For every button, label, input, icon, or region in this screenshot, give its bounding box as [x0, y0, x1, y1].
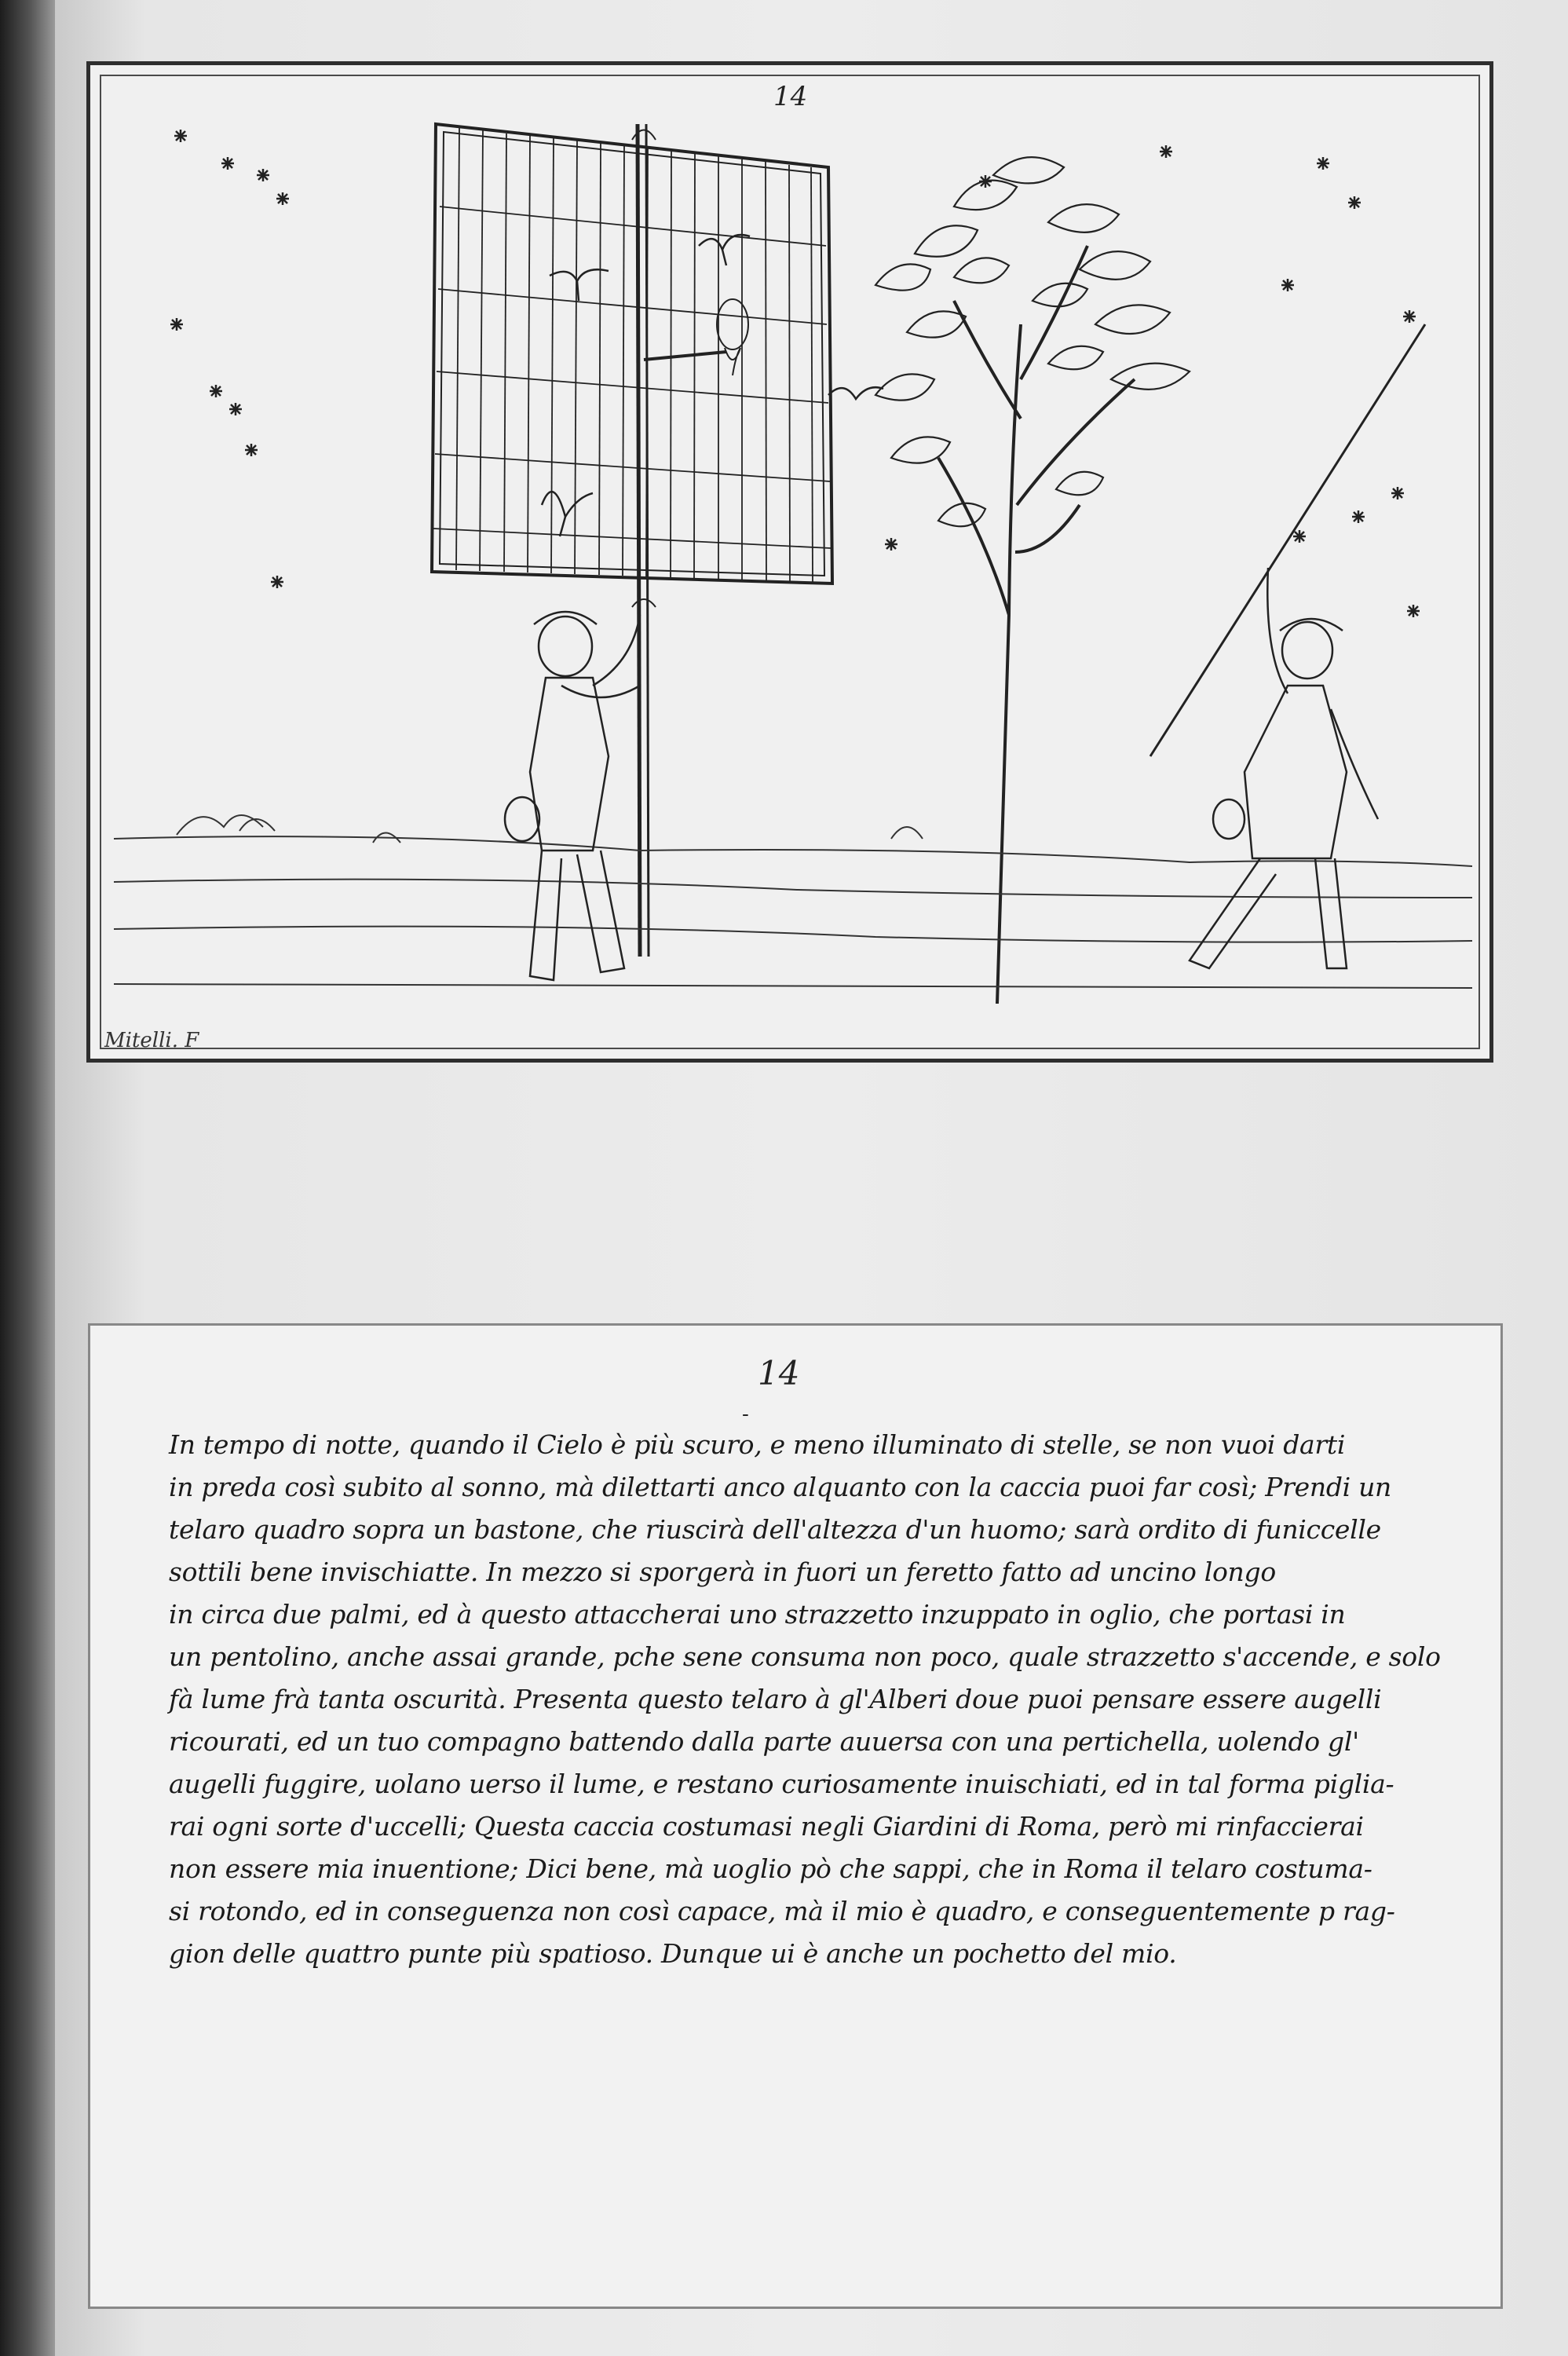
text-line: augelli fuggire, uolano uerso il lume, e restano curiosamente inuischiati, ed in tal forma piglia- [169, 1769, 1394, 1799]
book-binding-shadow [0, 0, 55, 2356]
hunter-with-stick [1150, 324, 1425, 968]
ground-landscape [114, 815, 1472, 988]
text-plate-dash: - [742, 1403, 749, 1426]
text-line: rai ogni sorte d'uccelli; Questa caccia costumasi negli Giardini di Roma, però mi rinfaccierai [169, 1811, 1364, 1842]
text-line: non essere mia inuentione; Dici bene, mà uoglio pò che sappi, che in Roma il telaro costuma- [169, 1853, 1372, 1884]
text-line: In tempo di notte, quando il Cielo è più scuro, e meno illuminato di stelle, se non vuoi darti [169, 1429, 1346, 1460]
text-line: in circa due palmi, ed à questo attaccherai uno strazzetto inzuppato in oglio, che portasi in [169, 1599, 1346, 1630]
text-line: ricourati, ed un tuo compagno battendo dalla parte auuersa con una pertichella, uolendo gl' [169, 1726, 1359, 1757]
text-line: si rotondo, ed in conseguenza non così capace, mà il mio è quadro, e conseguentemente p rag- [169, 1896, 1395, 1926]
hunter-with-net [505, 612, 640, 980]
plate-number: 14 [773, 81, 808, 112]
night-stars [170, 130, 1420, 617]
text-line: telaro quadro sopra un bastone, che riuscirà dell'altezza d'un huomo; sarà ordito di funiccelle [169, 1514, 1381, 1545]
text-line: in preda così subito al sonno, mà dilettarti anco alquanto con la caccia puoi far così; Prendi un [169, 1472, 1391, 1502]
text-line: sottili bene invischiatte. In mezzo si sporgerà in fuori un feretto fatto ad uncino longo [169, 1557, 1276, 1587]
bird-net-frame [432, 124, 832, 957]
artist-signature: Mitelli. F [104, 1029, 199, 1052]
handwritten-text-body [169, 1424, 1511, 1975]
tree [875, 157, 1190, 1004]
etching-illustration [90, 65, 1489, 1059]
etching-plate [86, 61, 1493, 1063]
text-plate-number: 14 [758, 1354, 800, 1392]
text-line: un pentolino, anche assai grande, pche sene consuma non poco, quale strazzetto s'accende, e solo [169, 1641, 1441, 1672]
book-page [55, 0, 1568, 2356]
text-plate [88, 1323, 1503, 2309]
text-line: gion delle quattro punte più spatioso. Dunque ui è anche un pochetto del mio. [169, 1938, 1177, 1969]
text-line: fà lume frà tanta oscurità. Presenta questo telaro à gl'Alberi doue puoi pensare essere augelli [169, 1684, 1382, 1714]
